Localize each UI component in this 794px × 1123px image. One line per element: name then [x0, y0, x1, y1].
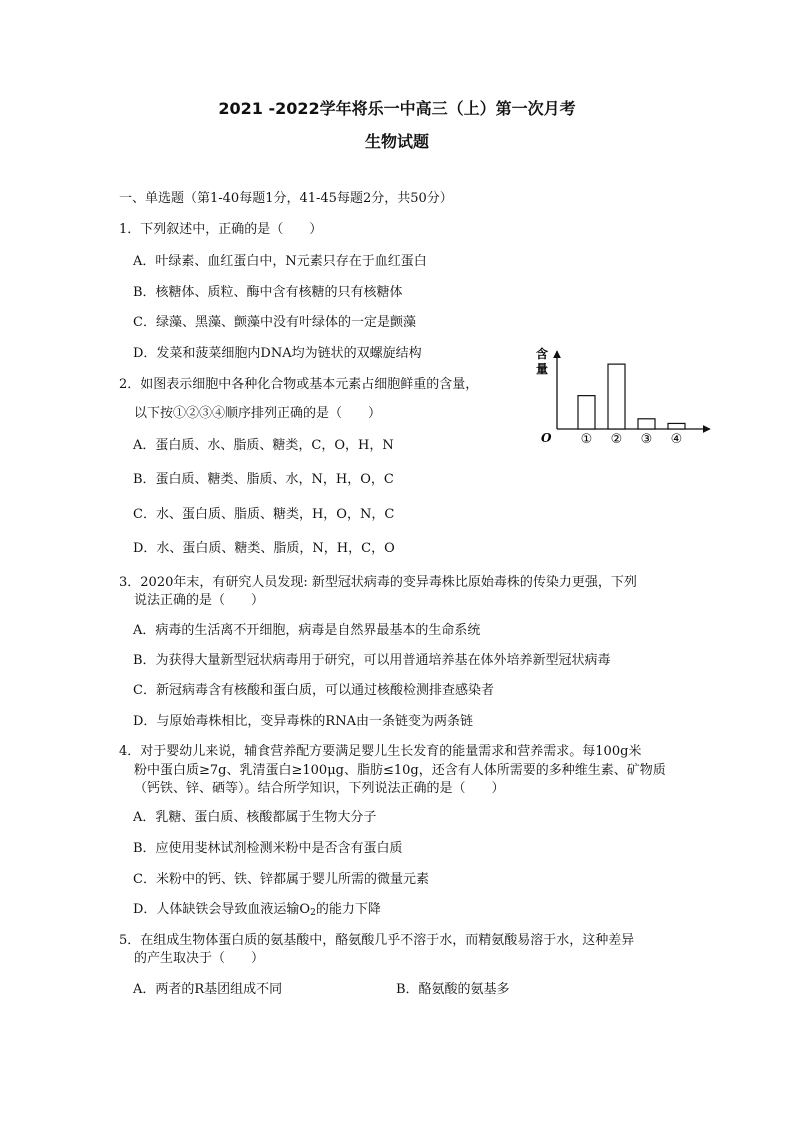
question-2-option-c: C．水、蛋白质、脂质、糖类，H，O，N，C: [133, 507, 395, 522]
bar-1: [578, 396, 595, 429]
category-label-4: ④: [670, 432, 683, 447]
question-2-option-b: B．蛋白质、糖类、脂质、水，N，H，O，C: [133, 472, 394, 487]
question-4-stem-line-3: （钙铁、锌、硒等）。结合所学知识，下列说法正确的是（ ）: [134, 781, 505, 796]
content-bar-chart: [534, 345, 714, 455]
question-2-option-d: D．水、蛋白质、糖类、脂质，N，H，C，O: [133, 541, 395, 556]
question-1-option-d: D．发菜和菠菜细胞内DNA均为链状的双螺旋结构: [133, 346, 422, 361]
category-label-3: ③: [640, 432, 653, 447]
question-1-stem: 1．下列叙述中，正确的是（ ）: [119, 222, 323, 237]
question-4-option-b: B．应使用斐林试剂检测米粉中是否含有蛋白质: [133, 841, 403, 856]
section-heading: 一、单选题（第1-40每题1分，41-45每题2分，共50分）: [119, 191, 453, 206]
question-4-option-d-text: D．人体缺铁会导致血液运输O: [133, 902, 311, 917]
category-label-2: ②: [610, 432, 623, 447]
question-1-option-c: C．绿藻、黑藻、颤藻中没有叶绿体的一定是颤藻: [133, 315, 416, 330]
y-axis-label-top: 含: [536, 347, 549, 361]
page-title: 2021 -2022学年将乐一中高三（上）第一次月考: [218, 99, 576, 118]
question-2-stem-line-1: 2．如图表示细胞中各种化合物或基本元素占细胞鲜重的含量，: [119, 377, 479, 392]
question-1-option-a: A．叶绿素、血红蛋白中，N元素只存在于血红蛋白: [133, 254, 427, 269]
question-5-option-b: B．酪氨酸的氨基多: [396, 982, 510, 997]
bar-2: [608, 364, 625, 429]
question-4-option-d-tail: 的能力下降: [315, 902, 381, 917]
question-5-option-a: A．两者的R基团组成不同: [133, 982, 283, 997]
bar-3: [638, 419, 655, 429]
question-3-option-a: A．病毒的生活离不开细胞，病毒是自然界最基本的生命系统: [133, 623, 481, 638]
question-2-stem-line-2: 以下按①②③④顺序排列正确的是（ ）: [134, 406, 382, 421]
question-4-stem-line-2: 粉中蛋白质≥7g、乳清蛋白≥100μg、脂肪≤10g，还含有人体所需要的多种维生素、矿物质: [134, 763, 666, 778]
question-4-stem-line-1: 4．对于婴幼儿来说，辅食营养配方要满足婴儿生长发育的能量需求和营养需求。每100g米: [119, 744, 642, 759]
question-4-option-d: [133, 901, 381, 922]
bar-4: [668, 423, 685, 429]
question-4-option-d-subscript: 2: [310, 908, 316, 918]
y-axis-label-bottom: 量: [536, 362, 549, 376]
question-5-stem-line-1: 5．在组成生物体蛋白质的氨基酸中，酪氨酸几乎不溶于水，而精氨酸易溶于水，这种差异: [119, 933, 635, 948]
question-5-stem-line-2: 的产生取决于（ ）: [134, 951, 265, 966]
origin-label: O: [541, 431, 552, 445]
question-3-stem-line-1: 3．2020年末，有研究人员发现: 新型冠状病毒的变异毒株比原始毒株的传染力更强，下列: [119, 575, 637, 590]
question-3-option-c: C．新冠病毒含有核酸和蛋白质，可以通过核酸检测排查感染者: [133, 683, 494, 698]
question-3-option-b: B．为获得大量新型冠状病毒用于研究，可以用普通培养基在体外培养新型冠状病毒: [133, 653, 611, 668]
question-3-option-d: D．与原始毒株相比，变异毒株的RNA由一条链变为两条链: [133, 714, 473, 729]
question-3-stem-line-2: 说法正确的是（ ）: [134, 593, 265, 608]
page-subtitle: 生物试题: [364, 132, 429, 151]
question-4-option-a: A．乳糖、蛋白质、核酸都属于生物大分子: [133, 810, 377, 825]
question-2-option-a: A．蛋白质、水、脂质、糖类，C，O，H，N: [133, 438, 394, 453]
question-4-option-c: C．米粉中的钙、铁、锌都属于婴儿所需的微量元素: [133, 872, 429, 887]
question-1-option-b: B．核糖体、质粒、酶中含有核糖的只有核糖体: [133, 285, 403, 300]
category-label-1: ①: [580, 432, 593, 447]
